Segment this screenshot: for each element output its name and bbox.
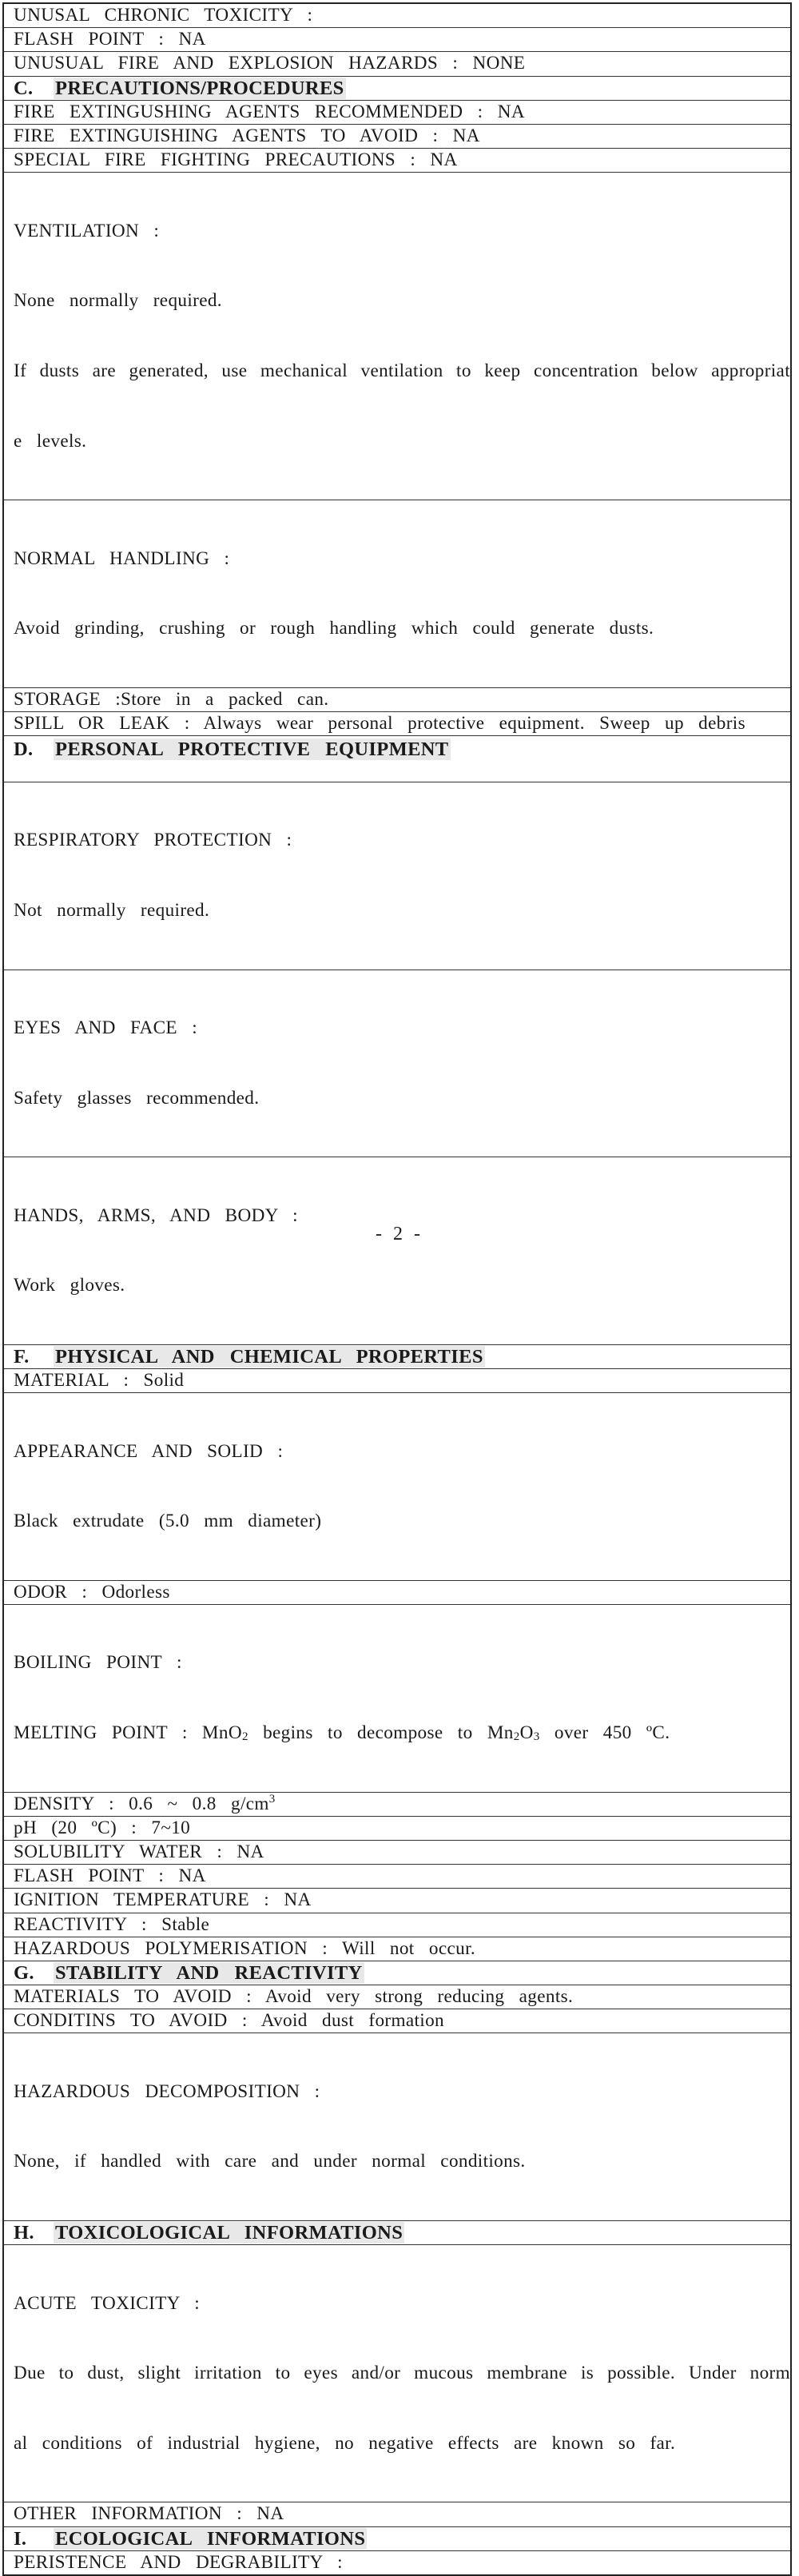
section-title: PERSONAL PROTECTIVE EQUIPMENT [55, 739, 449, 761]
section-title: PRECAUTIONS/PROCEDURES [55, 77, 344, 99]
section-letter: D. [14, 739, 34, 761]
acute-toxicity-text-1: Due to dust, slight irritation to eyes and/or mucous membrane is possible. Under norm [14, 2363, 790, 2384]
section-title: STABILITY AND REACTIVITY [55, 1961, 363, 1984]
row-unusual-chronic-toxicity: UNUSAL CHRONIC TOXICITY : [4, 4, 790, 28]
section-title: TOXICOLOGICAL INFORMATIONS [55, 2222, 403, 2244]
section-heading-g [4, 1961, 790, 1985]
section-letter: H. [14, 2222, 34, 2244]
eyes-face-label: EYES AND FACE : [14, 1017, 197, 1039]
section-letter: F. [14, 1345, 30, 1368]
ventilation-label: VENTILATION : [14, 220, 160, 241]
ventilation-text-3: e levels. [14, 430, 87, 452]
ventilation-text-2: If dusts are generated, use mechanical ventilation to keep concentration below appropriat [14, 360, 790, 381]
row-fire-agents-avoid: FIRE EXTINGUISHING AGENTS TO AVOID : NA [4, 125, 790, 149]
row-ignition-temperature: IGNITION TEMPERATURE : NA [4, 1889, 790, 1913]
row-materials-to-avoid: MATERIALS TO AVOID : Avoid very strong reducing agents. [4, 1985, 790, 2009]
row-conditions-to-avoid: CONDITINS TO AVOID : Avoid dust formation [4, 2009, 790, 2033]
acute-toxicity-text-2: al conditions of industrial hygiene, no negative effects are known so far. [14, 2432, 676, 2454]
section-heading-h [4, 2221, 790, 2245]
row-ph: pH (20 ºC) : 7~10 [4, 1817, 790, 1841]
row-acute-toxicity [4, 2245, 790, 2502]
row-other-information: OTHER INFORMATION : NA [4, 2502, 790, 2526]
row-hazardous-decomposition [4, 2033, 790, 2221]
decomposition-label: HAZARDOUS DECOMPOSITION : [14, 2080, 320, 2102]
section-title: PHYSICAL AND CHEMICAL PROPERTIES [55, 1345, 483, 1368]
row-peristence: PERISTENCE AND DEGRABILITY : [14, 2551, 343, 2573]
row-solubility: SOLUBILITY WATER : NA [4, 1841, 790, 1865]
section-title: ECOLOGICAL INFORMATIONS [55, 2527, 366, 2550]
normal-handling-label: NORMAL HANDLING : [14, 547, 230, 569]
row-flash-point-2: FLASH POINT : NA [4, 1865, 790, 1889]
acute-toxicity-label: ACUTE TOXICITY : [14, 2292, 200, 2314]
row-density: DENSITY : 0.6 ~ 0.8 $g/cm^3$ [4, 1793, 790, 1817]
ventilation-text-1: None normally required. [14, 290, 222, 312]
hands-value: Work gloves. [14, 1275, 125, 1296]
decomposition-value: None, if handled with care and under normal conditions. [14, 2151, 526, 2172]
row-odor: ODOR : Odorless [4, 1581, 790, 1605]
row-hands-arms-body [4, 1157, 790, 1345]
boiling-point: BOILING POINT : [14, 1652, 182, 1674]
melting-point: MELTING POINT : MnO$_2$ begins to decompose to $Mn_2O_3$ over 450 ºC. [14, 1722, 670, 1743]
row-eyes-and-face [4, 970, 790, 1158]
section-letter: C. [14, 77, 34, 99]
row-flash-point: FLASH POINT : NA [4, 28, 790, 52]
eyes-face-value: Safety glasses recommended. [14, 1087, 260, 1109]
section-heading-d [4, 736, 790, 782]
row-reactivity: REACTIVITY : Stable [4, 1913, 790, 1937]
msds-table [2, 2, 792, 2576]
row-unusual-fire-hazards: UNUSUAL FIRE AND EXPLOSION HAZARDS : NONE [4, 52, 790, 76]
row-hazardous-polymerisation: HAZARDOUS POLYMERISATION : Will not occur. [4, 1937, 790, 1961]
row-special-fire-fighting: SPECIAL FIRE FIGHTING PRECAUTIONS : NA [4, 149, 790, 173]
page-number: - 2 - [376, 1224, 423, 1244]
row-appearance [4, 1393, 790, 1581]
hands-label: HANDS, ARMS, AND BODY : [14, 1204, 298, 1226]
respiratory-label: RESPIRATORY PROTECTION : [14, 830, 292, 851]
normal-handling-text: Avoid grinding, crushing or rough handling which could generate dusts. [14, 618, 654, 639]
section-heading-f [4, 1345, 790, 1369]
row-boiling-melting [4, 1605, 790, 1793]
appearance-value: Black extrudate (5.0 mm diameter) [14, 1511, 322, 1532]
section-letter: I. [14, 2527, 27, 2550]
row-spill-or-leak: SPILL OR LEAK : Always wear personal protective equipment. Sweep up debris [4, 712, 790, 736]
row-respiratory-protection [4, 782, 790, 970]
row-fire-agents-recommended: FIRE EXTINGUSHING AGENTS RECOMMENDED : NA [4, 101, 790, 125]
row-ventilation [4, 173, 790, 500]
row-material: MATERIAL : Solid [4, 1369, 790, 1393]
row-normal-handling [4, 500, 790, 688]
row-storage: STORAGE :Store in a packed can. [4, 688, 790, 712]
respiratory-value: Not normally required. [14, 900, 210, 922]
section-heading-i [4, 2527, 790, 2551]
appearance-label: APPEARANCE AND SOLID : [14, 1440, 284, 1462]
section-letter: G. [14, 1961, 34, 1984]
section-heading-c [4, 77, 790, 101]
